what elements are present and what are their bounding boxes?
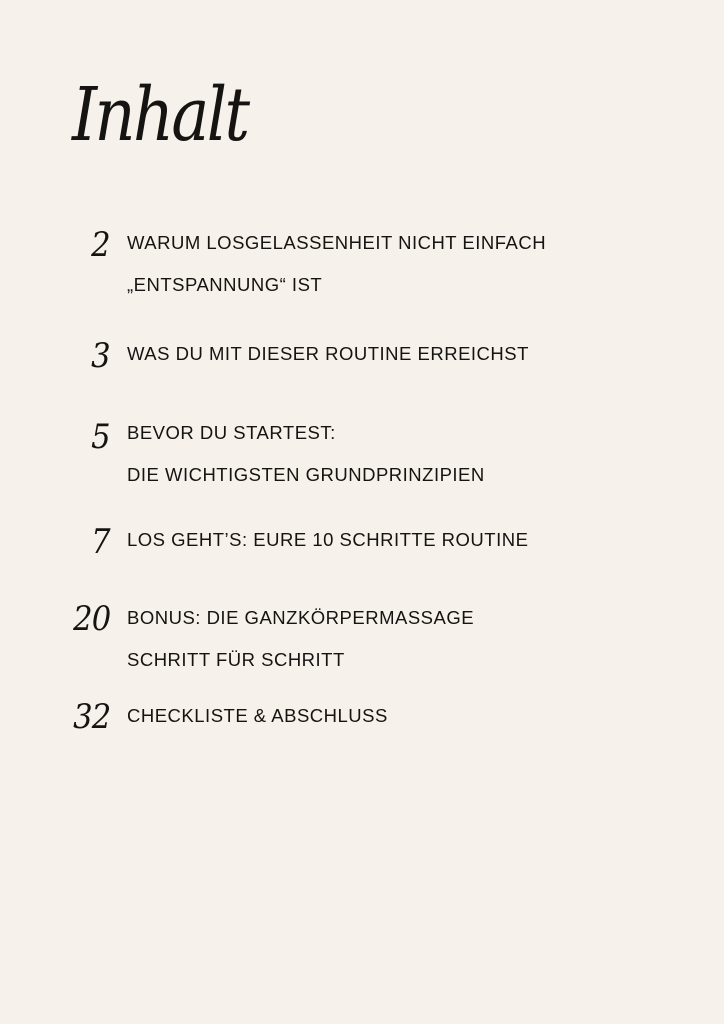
toc-entry-line: BONUS: DIE GANZKÖRPERMASSAGE bbox=[127, 607, 475, 628]
toc-entry-line: WARUM LOSGELASSENHEIT NICHT EINFACH bbox=[127, 232, 547, 253]
toc-entry-line: BEVOR DU STARTEST: bbox=[127, 422, 336, 443]
toc-entry-line: „ENTSPANNUNG“ IST bbox=[127, 274, 323, 295]
toc-page-number: 3 bbox=[91, 336, 110, 376]
toc-page-number: 2 bbox=[91, 225, 110, 265]
toc-entry-title bbox=[127, 519, 687, 561]
toc-entry-title bbox=[127, 695, 687, 737]
toc-page-number: 32 bbox=[72, 697, 110, 737]
toc-entry-line: LOS GEHT’S: EURE 10 SCHRITTE ROUTINE bbox=[127, 529, 529, 550]
toc-entry-line: DIE WICHTIGSTEN GRUNDPRINZIPIEN bbox=[127, 464, 485, 485]
toc-page-number: 5 bbox=[91, 417, 110, 457]
toc-entry-line: CHECKLISTE & ABSCHLUSS bbox=[127, 705, 388, 726]
toc-entry-title bbox=[127, 597, 687, 681]
toc-entry-title bbox=[127, 333, 687, 375]
toc-entry-line: SCHRITT FÜR SCHRITT bbox=[127, 649, 345, 670]
toc-entry-title bbox=[127, 412, 687, 496]
toc-page-number: 7 bbox=[91, 522, 110, 562]
toc-entry-line: WAS DU MIT DIESER ROUTINE ERREICHST bbox=[127, 343, 529, 364]
toc-page-number: 20 bbox=[72, 599, 110, 639]
toc-entry-title bbox=[127, 222, 687, 306]
page-title: Inhalt bbox=[72, 72, 248, 158]
